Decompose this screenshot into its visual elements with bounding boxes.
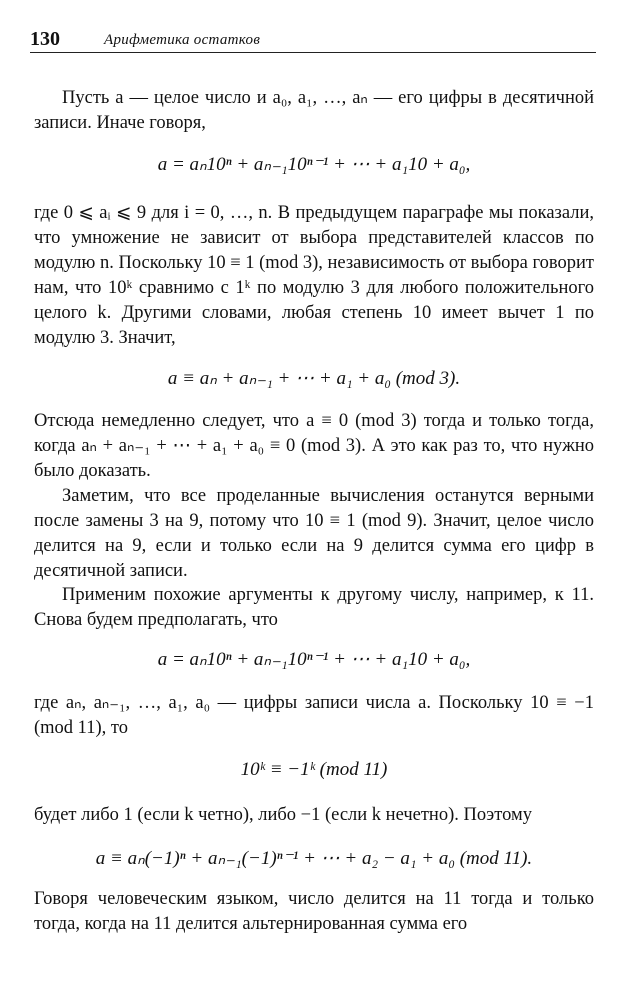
paragraph-3: Отсюда немедленно следует, что a ≡ 0 (mod 3) тогда и только тогда, когда aₙ + aₙ₋₁ + ⋯ + a₁ + a₀ ≡ 0 (mod 3). А это как раз то, что нужно было доказать. [34, 411, 594, 481]
paragraph-4: Заметим, что все проделанные вычисления останутся верными после замены 3 на 9, потому что 10 ≡ 1 (mod 9). Значит, целое число делится на 9, если и только если на 9 делится сумма его цифр в десятичной записи. [34, 486, 594, 581]
formula-mod-3: a ≡ aₙ + aₙ₋₁ + ⋯ + a₁ + a₀ (mod 3). [167, 368, 461, 389]
formula-mod-11: a ≡ aₙ(−1)ⁿ + aₙ₋₁(−1)ⁿ⁻¹ + ⋯ + a₂ − a₁ + a₀ (mod 11). [95, 848, 533, 869]
paragraph-1: Пусть a — целое число и a₀, a₁, …, aₙ — его цифры в десятичной записи. Иначе говоря, [34, 88, 594, 133]
page-header [30, 28, 596, 53]
running-title: Арифметика остатков [104, 32, 261, 48]
paragraph-5: Применим похожие аргументы к другому числу, например, к 11. Снова будем предполагать, что [34, 585, 594, 630]
formula-decimal-expansion: a = aₙ10ⁿ + aₙ₋₁10ⁿ⁻¹ + ⋯ + a₁10 + a₀, [157, 154, 471, 175]
page-number: 130 [30, 28, 60, 50]
formula-decimal-expansion-2: a = aₙ10ⁿ + aₙ₋₁10ⁿ⁻¹ + ⋯ + a₁10 + a₀, [157, 649, 471, 670]
paragraph-8: Говоря человеческим языком, число делится на 11 тогда и только тогда, когда на 11 делится альтернированная сумма его [34, 889, 594, 934]
paragraph-7: будет либо 1 (если k четно), либо −1 (если k нечетно). Поэтому [34, 805, 532, 825]
paragraph-6: где aₙ, aₙ₋₁, …, a₁, a₀ — цифры записи числа a. Поскольку 10 ≡ −1 (mod 11), то [34, 693, 594, 738]
formula-power-mod-11: 10ᵏ ≡ −1ᵏ (mod 11) [240, 759, 388, 780]
paragraph-2: где 0 ⩽ aᵢ ⩽ 9 для i = 0, …, n. В предыдущем параграфе мы показали, что умножение не зависит от выбора представителей классов по модулю n. Поскольку 10 ≡ 1 (mod 3), независимость от выбора говорит нам, что 10ᵏ сравнимо с 1ᵏ по модулю 3 для любого положительного целого k. Другими словами, любая степень 10 имеет вычет 1 по модулю 3. Значит, [34, 203, 594, 348]
